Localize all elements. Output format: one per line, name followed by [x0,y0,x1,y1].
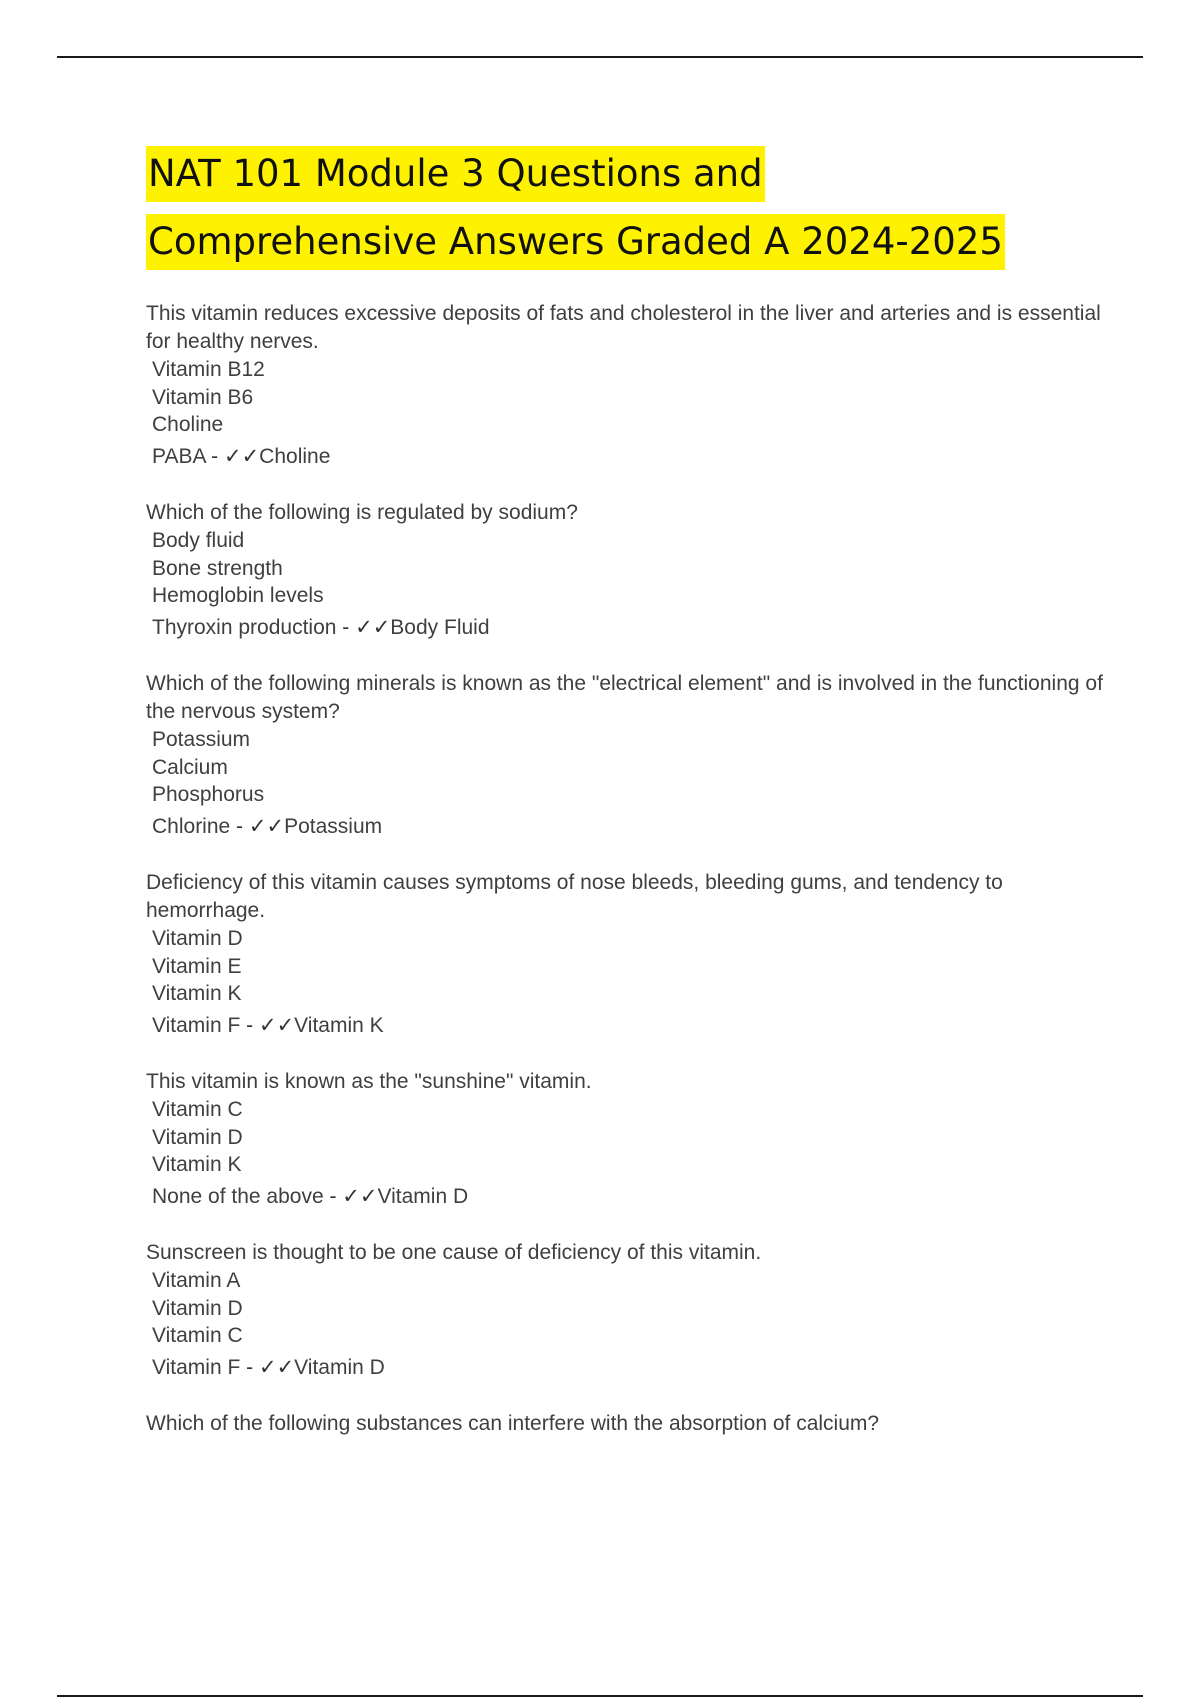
option-list [146,527,1106,641]
last-option-text: Vitamin F [152,1355,241,1379]
qa-item [146,1068,1106,1210]
option-item: Calcium [152,755,228,779]
question-text: This vitamin reduces excessive deposits of fats and cholesterol in the liver and arteries and is essential for healthy nerves. [146,302,1101,353]
answer-text: Potassium [284,814,383,838]
option-item-with-answer [152,1012,1106,1040]
qa-item [146,1410,1106,1438]
option-list [146,356,1106,470]
bottom-divider [57,1695,1143,1697]
document-title [146,142,1106,278]
answer-text: Vitamin D [294,1355,385,1379]
option-item: Vitamin A [152,1269,241,1292]
option-list [146,726,1106,840]
option-item: Vitamin C [152,1324,243,1347]
question-text: This vitamin is known as the "sunshine" vitamin. [146,1070,592,1093]
qa-item [146,869,1106,1039]
option-item-with-answer [152,1183,1106,1211]
option-item-with-answer [152,813,1106,841]
qa-item [146,1239,1106,1381]
question-text: Which of the following substances can interfere with the absorption of calcium? [146,1412,880,1435]
answer-text: Vitamin D [377,1184,469,1208]
last-option-text: Thyroxin production [152,615,337,639]
double-check-icon: - ✓✓ [240,1013,295,1037]
question-text: Which of the following is regulated by sodium? [146,501,578,524]
qa-list [146,300,1106,1438]
option-item: Vitamin B6 [152,385,254,409]
option-list [146,1096,1106,1210]
option-list [146,1267,1106,1381]
qa-item [146,300,1106,470]
option-item-with-answer [152,1354,1106,1382]
qa-item [146,499,1106,641]
last-option-text: PABA [152,444,206,468]
double-check-icon: - ✓✓ [230,814,285,838]
option-item: Vitamin B12 [152,358,265,381]
option-item: Choline [152,413,224,436]
double-check-icon: - ✓✓ [205,444,260,468]
option-item-with-answer [152,443,1106,471]
option-list [146,925,1106,1039]
last-option-text: None of the above [152,1184,324,1208]
answer-text: Body Fluid [390,615,490,639]
option-item: Vitamin C [152,1098,243,1121]
last-option-text: Vitamin F [152,1013,241,1037]
question-text: Sunscreen is thought to be one cause of deficiency of this vitamin. [146,1241,762,1264]
top-divider [57,56,1143,58]
option-item: Body fluid [152,529,245,552]
option-item: Vitamin K [152,1153,242,1176]
title-line-2: Comprehensive Answers Graded A 2024-2025 [146,214,1005,270]
answer-text: Vitamin K [294,1013,384,1037]
double-check-icon: - ✓✓ [336,615,391,639]
question-text: Which of the following minerals is known as the "electrical element" and is involved in the functioning of the nervous system? [146,672,1103,723]
last-option-text: Chlorine [152,814,231,838]
option-item: Vitamin D [152,1296,243,1320]
option-item: Hemoglobin levels [152,584,324,607]
option-item: Potassium [152,728,251,751]
option-item: Vitamin K [152,982,242,1005]
question-text: Deficiency of this vitamin causes symptoms of nose bleeds, bleeding gums, and tendency to hemorrhage. [146,871,1003,922]
option-item: Vitamin D [152,927,243,950]
answer-text: Choline [259,444,331,468]
option-item: Vitamin E [152,954,242,978]
double-check-icon: - ✓✓ [323,1184,378,1208]
qa-item [146,670,1106,840]
option-item: Phosphorus [152,783,265,806]
option-item: Bone strength [152,556,283,580]
document-body [146,142,1106,1467]
option-item: Vitamin D [152,1125,243,1149]
option-item-with-answer [152,614,1106,642]
title-line-1: NAT 101 Module 3 Questions and [146,146,765,202]
double-check-icon: - ✓✓ [240,1355,295,1379]
